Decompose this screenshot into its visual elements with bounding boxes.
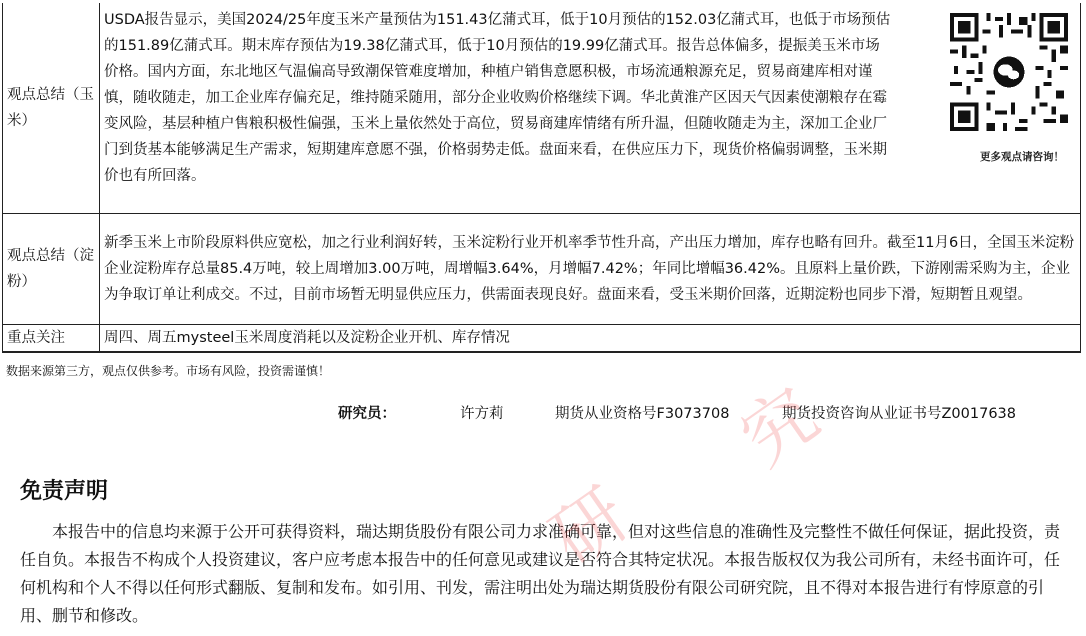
consult-certificate-number: 期货投资咨询从业证书号Z0017638: [782, 406, 1017, 422]
row-label: 观点总结（玉米）: [3, 3, 100, 214]
source-note: 数据来源第三方，观点仅供参考。市场有风险，投资需谨慎！: [6, 364, 331, 378]
watermark-char: 究: [725, 371, 834, 482]
row-label: 观点总结（淀粉）: [3, 214, 100, 325]
row-body: [100, 3, 1081, 214]
qualification-number: 期货从业资格号F3073708: [555, 406, 730, 422]
table-row: [3, 214, 1081, 325]
row-label: 重点关注: [3, 325, 100, 353]
disclaimer-text: 本报告中的信息均来源于公开可获得资料，瑞达期货股份有限公司力求准确可靠，但对这些信息的准确性及完整性不做任何保证，据此投资，责任自负。本报告不构成个人投资建议，客户应考虑本报告中的任何意见或建议是否符合其特定状况。本报告版权仅为我公司所有，未经书面许可，任何机构和个人不得以任何形式翻版、复制和发布。如引用、刊发，需注明出处为瑞达期货股份有限公司研究院，且不得对本报告进行有悖原意的引用、删节和修改。: [20, 522, 1061, 625]
table-row: [3, 3, 1081, 214]
row-text: USDA报告显示，美国2024/25年度玉米产量预估为151.43亿蒲式耳，低于10月预估的152.03亿蒲式耳，也低于市场预估的151.89亿蒲式耳。期末库存预估为19.38亿蒲式耳，低于10月预估的19.99亿蒲式耳。报告总体偏多，提振美玉米市场价格。国内方面，东北地区气温偏高导致潮保管难度增加，种植户销售意愿积极，市场流通粮源充足，贸易商建库相对谨慎，随收随走，加工企业库存偏充足，维持随采随用，部分企业收购价格继续下调。华北黄淮产区因天气因素使潮粮存在霉变风险，基层种植户售粮积极性偏强，玉米上量依然处于高位，贸易商建库情绪有所升温，但随收随走为主，深加工企业厂门到货基本能够满足生产需求，短期建库意愿不强，价格弱势走低。盘面来看，在供应压力下，现货价格偏弱调整，玉米期价也有所回落。: [104, 12, 891, 184]
disclaimer-title: 免责声明: [20, 479, 109, 504]
watermark-char: 研: [535, 471, 644, 582]
researcher-name: 许方莉: [460, 406, 504, 422]
row-text: 新季玉米上市阶段原料供应宽松，加之行业利润好转，玉米淀粉行业开机率季节性升高，产出压力增加，库存也略有回升。截至11月6日，全国玉米淀粉企业淀粉库存总量85.4万吨，较上周增加3.00万吨，周增幅3.64%，月增幅7.42%；年同比增幅36.42%。且原料上量价跌，下游刚需采购为主，企业为争取订单让利成交。不过，目前市场暂无明显供应压力，供需面表现良好。盘面来看，受玉米期价回落，近期淀粉也同步下滑，短期暂且观望。: [100, 214, 1081, 325]
researcher-label: 研究员：: [338, 406, 396, 422]
qr-code-icon[interactable]: [950, 13, 1068, 131]
row-text: 周四、周五mysteel玉米周度消耗以及淀粉企业开机、库存情况: [100, 325, 1081, 353]
table-row: [3, 325, 1081, 353]
viewpoint-table: [2, 3, 1081, 353]
qr-caption: 更多观点请咨询！: [980, 151, 1064, 163]
